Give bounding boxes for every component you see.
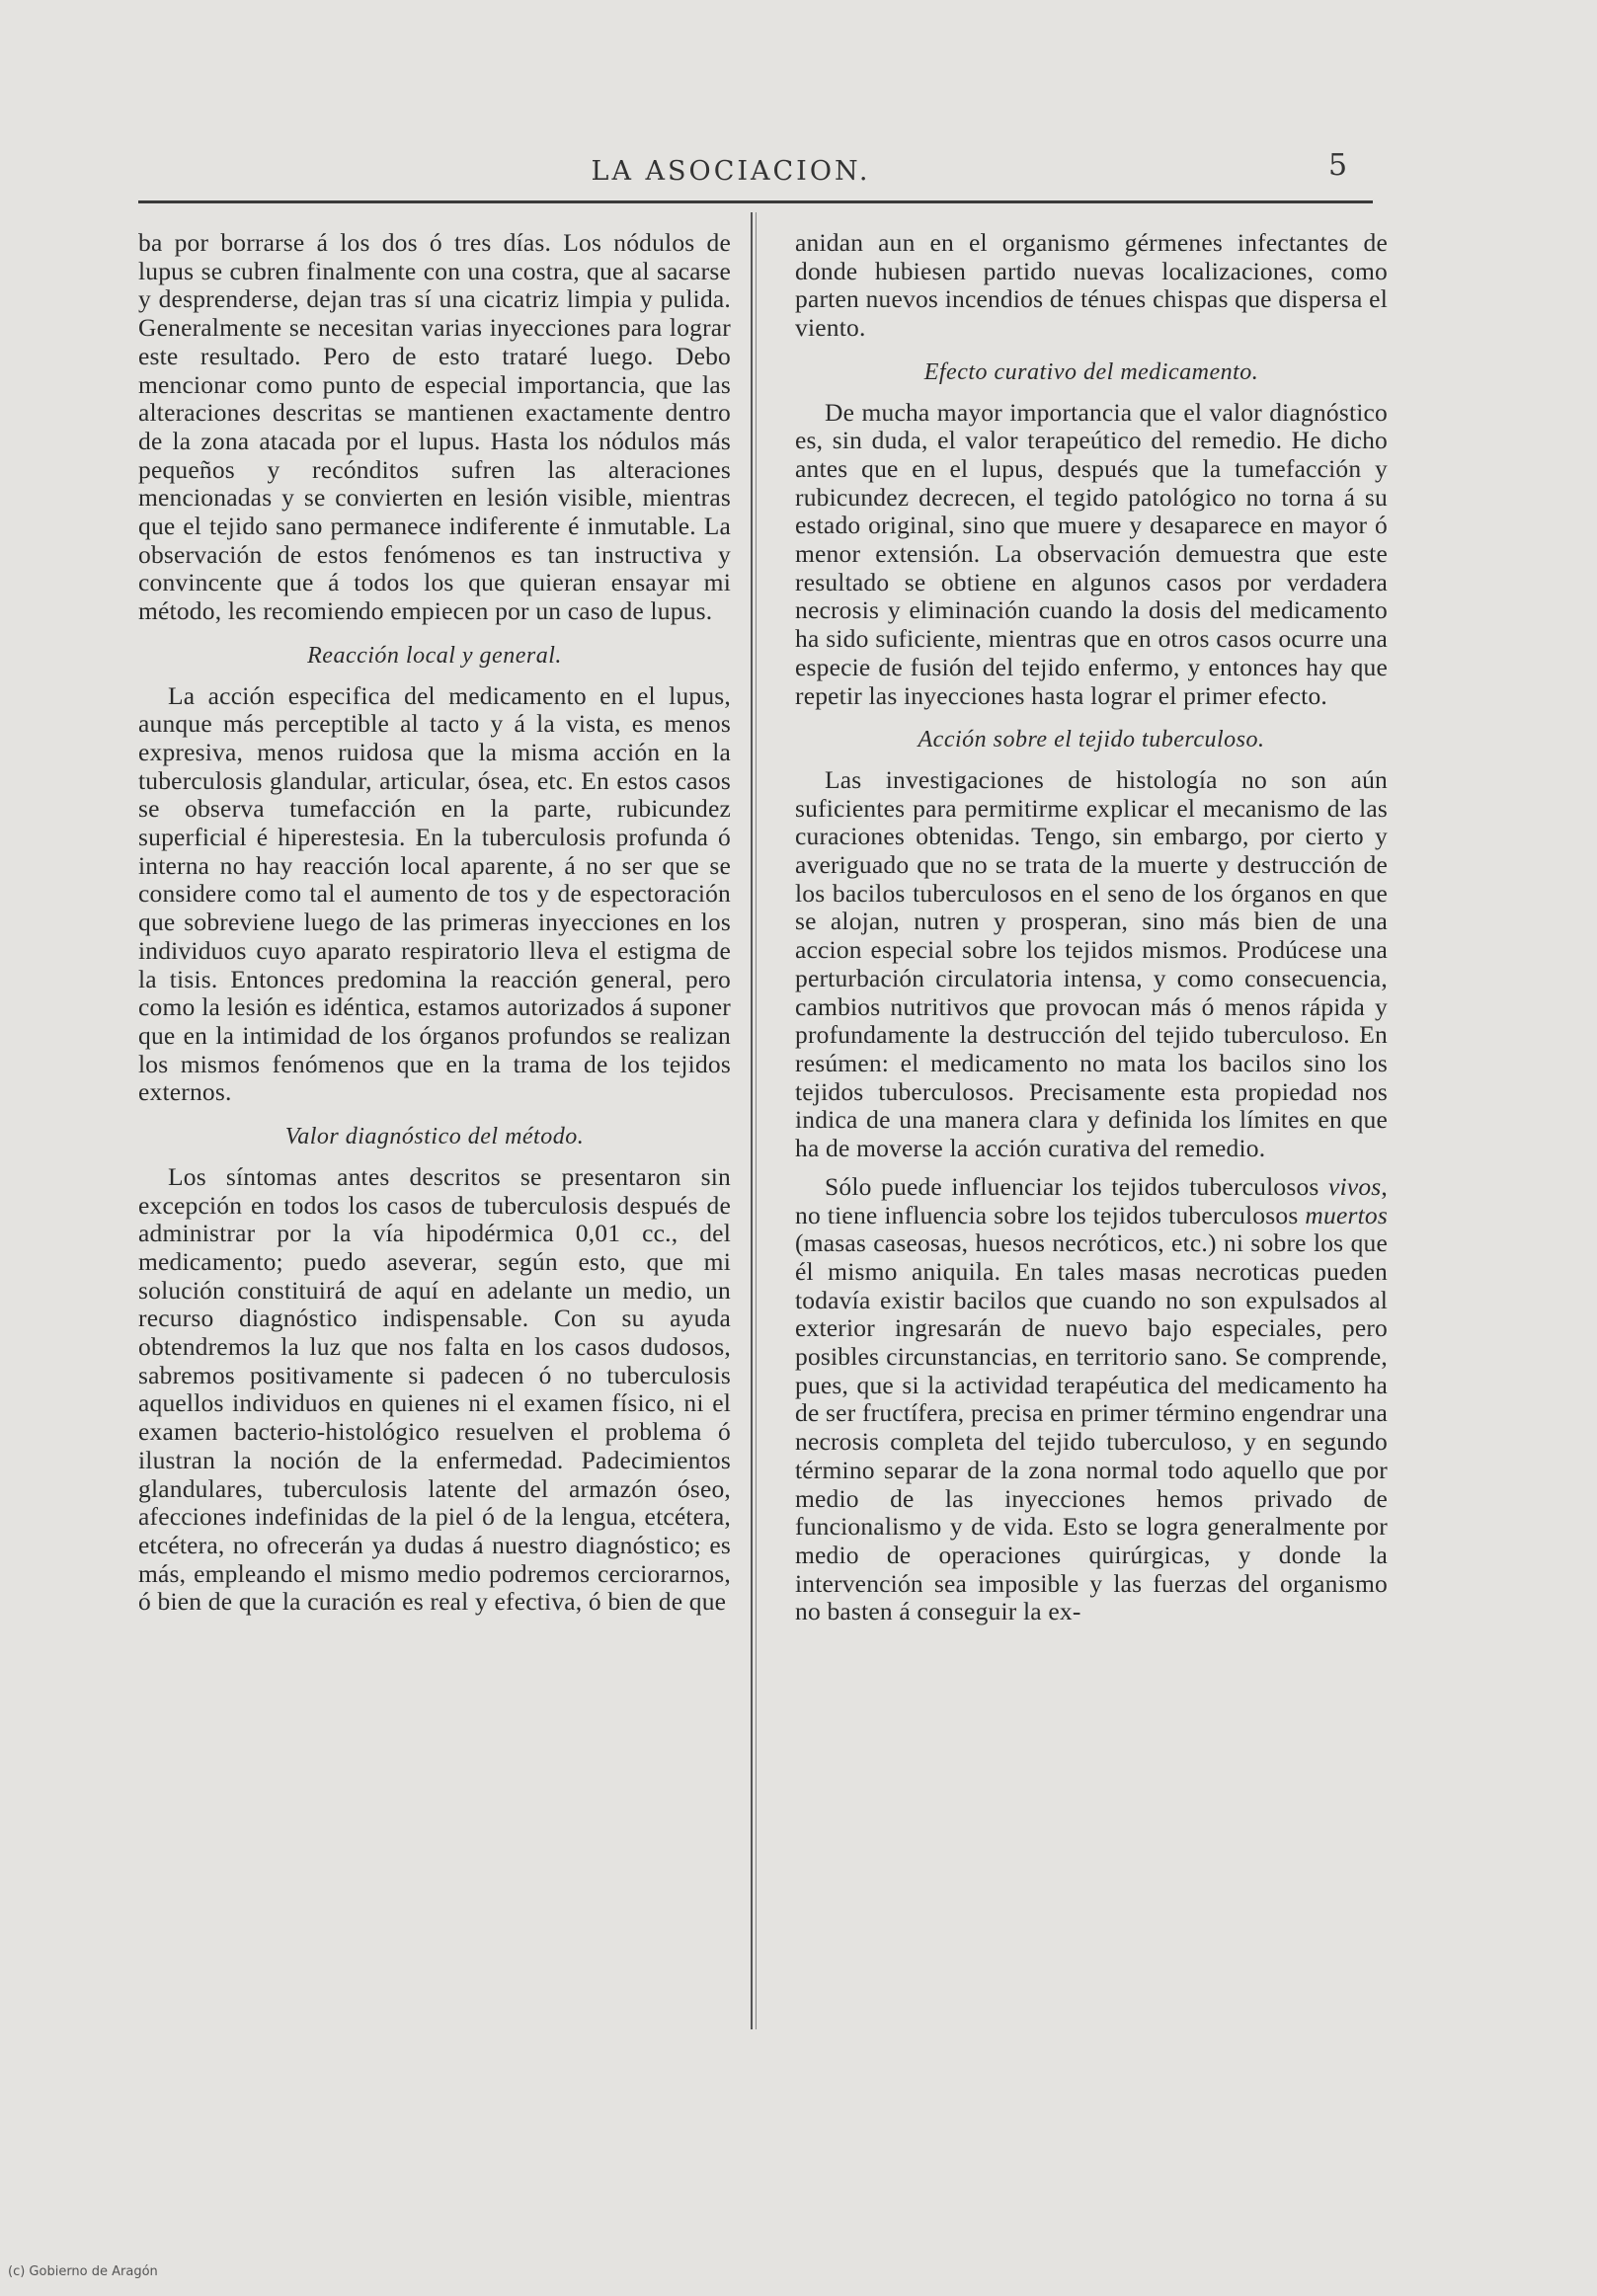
section-heading: Efecto curativo del medicamento. bbox=[923, 358, 1259, 385]
paragraph: Los síntomas antes descritos se presentaron sin excepción en todos los casos de tuberculosis después de administrar por la vía hipodérmica 0,01 cc., del medicamento; puedo aseverar, según esto, que mi solución constituirá de aquí en adelante un medio, un recurso diagnóstico indispensable. Con su ayuda obtendremos la luz que nos falta en los casos dudosos, sabremos positivamente si padecen ó no tuberculosis aquellos individuos en quienes ni el examen físico, ni el examen bacterio-histológico resuelven el problema ó ilustran la noción de la enfermedad. Padecimientos glandulares, tuberculosis latente del armazón óseo, afecciones indefinidas de la piel ó de la lengua, etcétera, etcétera, no ofrecerán ya dudas á nuestro diagnóstico; es más, empleando el mismo medio podremos cerciorarnos, ó bien de que la curación es real y efectiva, ó bien de que bbox=[138, 1161, 731, 1617]
page-number: 5 bbox=[1328, 148, 1348, 183]
paragraph: anidan aun en el organismo gérmenes infectantes de donde hubiesen partido nuevas localizaciones, como parten nuevos incendios de ténues chispas que dispersa el viento. bbox=[795, 228, 1388, 343]
column-divider bbox=[751, 212, 757, 2029]
paragraph: De mucha mayor importancia que el valor diagnóstico es, sin duda, el valor terapeútico del remedio. He dicho antes que en el lupus, después que la tumefacción y rubicundez decrecen, el tegido patológico no torna á su estado original, sino que muere y desaparece en mayor ó menor extensión. La observación demuestra que este resultado se obtiene en algunos casos por verdadera necrosis y eliminación cuando la dosis del medicamento ha sido suficiente, mientras que en otros casos ocurre una especie de fusión del tejido enfermo, y entonces hay que repetir las inyecciones hasta lograr el primer efecto. bbox=[795, 397, 1388, 710]
text-run: , no tiene influencia sobre los tejidos tuberculosos bbox=[795, 1171, 1388, 1229]
italic-term: muertos bbox=[1305, 1200, 1388, 1229]
text-run: Sólo puede influenciar los tejidos tuberculosos bbox=[825, 1171, 1329, 1201]
italic-term: vivos bbox=[1328, 1171, 1382, 1201]
footer-credit: (c) Gobierno de Aragón bbox=[8, 2264, 158, 2279]
right-column bbox=[795, 229, 1388, 1626]
section-heading: Acción sobre el tejido tuberculoso. bbox=[918, 727, 1265, 753]
paragraph: La acción especifica del medicamento en el lupus, aunque más perceptible al tacto y á la vista, es menos expresiva, menos ruidosa que la misma acción en la tuberculosis glandular, articular, ósea, etc. En estos casos se observa tumefacción en la parte, rubicundez superficial é hiperestesia. En la tuberculosis profunda ó interna no hay reacción local aparente, á no ser que se considere como tal el aumento de tos y de espectoración que sobreviene luego de las primeras inyecciones en los individuos cuyo aparato respiratorio lleva el estigma de la tisis. Entonces predomina la reacción general, pero como la lesión es idéntica, estamos autorizados á suponer que en la intimidad de los órganos profundos se realizan los mismos fenómenos que en la trama de los tejidos externos. bbox=[138, 680, 731, 1107]
paragraph: ba por borrarse á los dos ó tres días. Los nódulos de lupus se cubren finalmente con una costra, que al sacarse y desprenderse, dejan tras sí una cicatriz limpia y pulida. Generalmente se necesitan varias inyecciones para lograr este resultado. Pero de esto trataré luego. Debo mencionar como punto de especial importancia, que las alteraciones descritas se mantienen exactamente dentro de la zona atacada por el lupus. Hasta los nódulos más pequeños y recónditos sufren las alteraciones mencionadas y se convierten en lesión visible, mientras que el tejido sano permanece indiferente é inmutable. La observación de estos fenómenos es tan instructiva y convincente que á todos los que quieran ensayar mi método, les recomiendo empiecen por un caso de lupus. bbox=[138, 228, 731, 626]
section-heading: Valor diagnóstico del método. bbox=[284, 1124, 585, 1150]
section-heading: Reacción local y general. bbox=[307, 642, 562, 669]
paragraph bbox=[795, 1173, 1388, 1626]
text-run: (masas caseosas, huesos necróticos, etc.) ni sobre los que él mismo aniquila. En tales masas necroticas pueden todavía existir bacilos que cuando no son expulsados al exterior ingresarán de nuevo bajo especiales, pero posibles circunstancias, en territorio sano. Se comprende, pues, que si la actividad terapéutica del medicamento ha de ser fructífera, precisa en primer término engendrar una necrosis completa del tejido tuberculoso, y en segundo término separar de la zona normal todo aquello que por medio de las inyecciones hemos privado de funcionalismo y de vida. Esto se logra generalmente por medio de operaciones quirúrgicas, y donde la intervención sea imposible y las fuerzas del organismo no basten á conseguir la ex- bbox=[795, 1228, 1388, 1626]
journal-title: LA ASOCIACION. bbox=[591, 156, 871, 187]
header-rule bbox=[138, 200, 1373, 203]
paragraph: Las investigaciones de histología no son aún suficientes para permitirme explicar el mecanismo de las curaciones obtenidas. Tengo, sin embargo, por cierto y averiguado que no se trata de la muerte y destrucción de los bacilos tuberculosos en el seno de los órganos en que se alojan, nutren y prosperan, sino más bien de una accion especial sobre los tejidos mismos. Prodúcese una perturbación circulatoria intensa, y como consecuencia, cambios nutritivos que provocan más ó menos rápida y profundamente la destrucción del tejido tuberculoso. En resúmen: el medicamento no mata los bacilos sino los tejidos tuberculosos. Precisamente esta propiedad nos indica de una manera clara y definida los límites en que ha de moverse la acción curativa del remedio. bbox=[795, 764, 1388, 1163]
left-column bbox=[138, 229, 731, 1617]
